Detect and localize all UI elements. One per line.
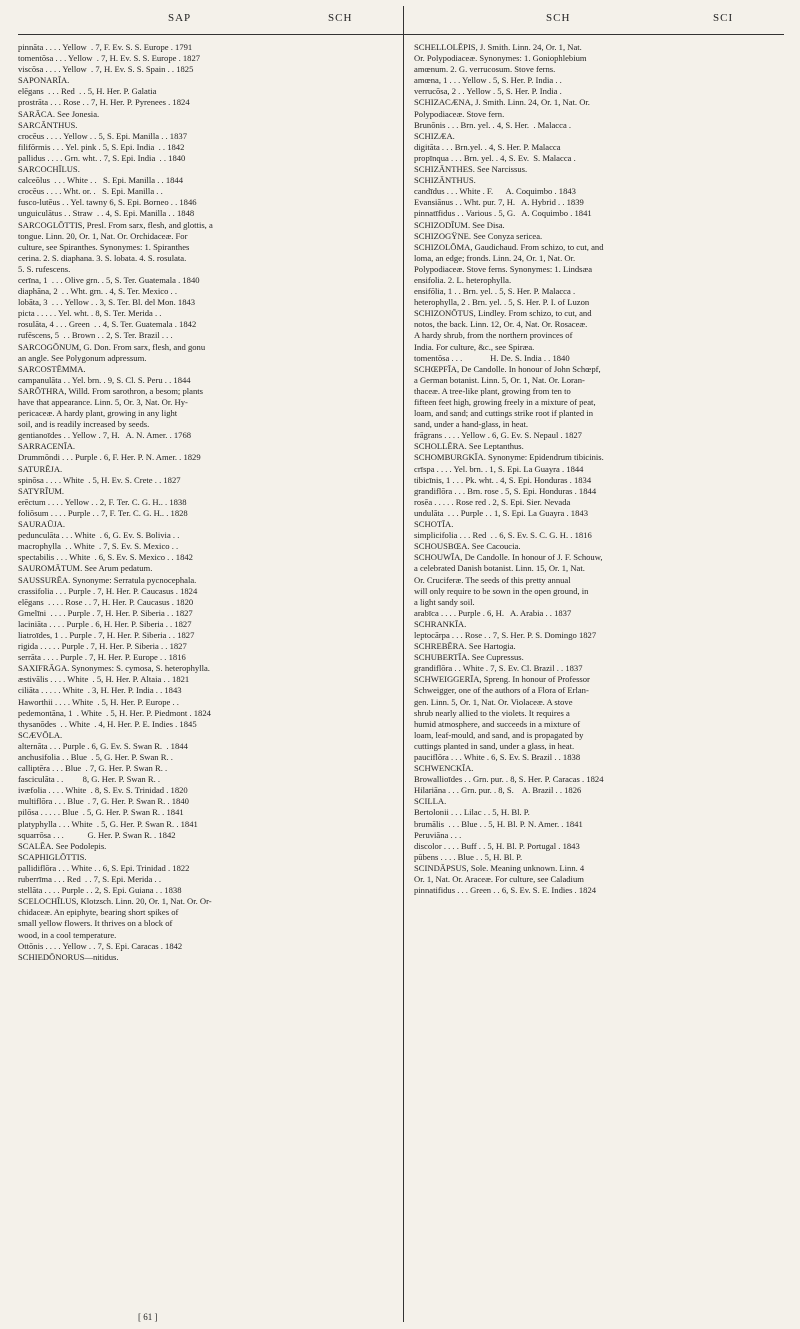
right-column-line: SCHIZONŌTUS, Lindley. From schizo, to cut, and <box>414 308 592 319</box>
right-column-line: Hilariāna . . . Grn. pur. . 8, S. A. Brazil . . 1826 <box>414 785 582 796</box>
left-column-line: culture, see Spiranthes. Synonymes: 1. Spiranthes <box>18 241 190 252</box>
right-column-line: Brunōnis . . . Brn. yel. . 4, S. Her. . Malacca . <box>414 119 572 130</box>
left-column-line: SCÆVŌLA. <box>18 729 63 740</box>
left-column-line: stellāta . . . . Purple . . 2, S. Epi. Guiana . . 1838 <box>18 885 182 896</box>
left-column-line: campanulāta . . Yel. brn. . 9, S. Cl. S. Peru . . 1844 <box>18 374 191 385</box>
left-column-line: tomentōsa . . . Yellow . 7, H. Ev. S. S. Europe . 1827 <box>18 53 201 64</box>
left-column-line: multiflōra . . . Blue . 7, G. Her. P. Swan R. . 1840 <box>18 796 189 807</box>
right-column-line: Polypodiaceæ. Stove ferns. Synonymes: 1. Lindsæa <box>414 263 593 274</box>
page-number: [ 61 ] <box>138 1312 158 1322</box>
left-column-line: lobāta, 3 . . . Yellow . . 3, S. Ter. Bl. del Mon. 1843 <box>18 297 196 308</box>
left-column-line: SARRACENĪA. <box>18 441 76 452</box>
left-column-line: ivæfolia . . . . White . 8, S. Ev. S. Trinidad . 1820 <box>18 785 188 796</box>
right-column-line: SCHIZOGŸNE. See Conyza sericea. <box>414 230 543 241</box>
left-column-line: SCAPHIGLŌTTIS. <box>18 851 87 862</box>
right-column-line: SCHWENCKĪA. <box>414 763 474 774</box>
right-column-line: tibicīnis, 1 . . . Pk. wht. . 4, S. Epi. Honduras . 1834 <box>414 474 592 485</box>
left-column-line: SAURAŪJA. <box>18 519 66 530</box>
right-column-line: SCHOLLĒRA. See Leptanthus. <box>414 441 524 452</box>
left-column-line: calceōlus . . . White . . S. Epi. Manilla . . 1844 <box>18 175 184 186</box>
right-column-line: Bertolonii . . . Lilac . . 5, H. Bl. P. <box>414 807 530 818</box>
left-column-line: SATURĒJA. <box>18 463 63 474</box>
right-column-line: SCHRANKĪA. <box>414 618 467 629</box>
left-column-line: Ottōnis . . . . Yellow . . 7, S. Epi. Caracas . 1842 <box>18 940 183 951</box>
right-column-line: amœna, 1 . . . Yellow . 5, S. Her. P. India . . <box>414 75 562 86</box>
right-column-line: SCHOUWĪA, De Candolle. In honour of J. F. Schouw, <box>414 552 603 563</box>
left-column-line: ciliāta . . . . . White . 3, H. Her. P. India . . 1843 <box>18 685 182 696</box>
left-column-line: æstivālis . . . . White . 5, H. Her. P. Altaia . . 1821 <box>18 674 190 685</box>
right-column-line: SCHIZOLŌMA, Gaudichaud. From schizo, to cut, and <box>414 241 604 252</box>
right-column-line: heterophylla, 2 . Brn. yel. . 5, S. Her. P. I. of Luzon <box>414 297 590 308</box>
left-column-line: chidaceæ. An epiphyte, bearing short spikes of <box>18 907 179 918</box>
left-column-line: crassifolia . . . Purple . 7, H. Her. P. Caucasus . 1824 <box>18 585 198 596</box>
right-column-line: SCHUBERTĪA. See Cupressus. <box>414 652 524 663</box>
right-column-line: rosēa . . . . . Rose red . 2, S. Epi. Sier. Nevada <box>414 496 571 507</box>
left-column-line: SCHIEDŌNORUS—nitidus. <box>18 951 119 962</box>
right-column-line: SCHIZACÆNA, J. Smith. Linn. 24, Or. 1, Nat. Or. <box>414 97 590 108</box>
left-column-line: fusco-lutēus . . Yel. tawny 6, S. Epi. Borneo . . 1846 <box>18 197 197 208</box>
right-column-line: tomentōsa . . . H. De. S. India . . 1840 <box>414 352 570 363</box>
left-column-line: elēgans . . . . Rose . . 7, H. Her. P. Caucasus . 1820 <box>18 596 194 607</box>
header-left-right: SCH <box>328 12 353 24</box>
right-column-line: arabīca . . . . Purple . 6, H. A. Arabia . . 1837 <box>414 607 572 618</box>
left-column-line: liatroīdes, 1 . . Purple . 7, H. Her. P. Siberia . . 1827 <box>18 629 195 640</box>
left-column-line: SARCOGLŌTTIS, Presl. From sarx, flesh, and glottis, a <box>18 219 213 230</box>
left-column-line: macrophylla . . White . 7, S. Ev. S. Mexico . . <box>18 541 179 552</box>
left-column-line: diaphāna, 2 . . Wht. grn. . 4, S. Ter. Mexico . . <box>18 286 177 297</box>
left-column-line: rosulāta, 4 . . . Green . . 4, S. Ter. Guatemala . 1842 <box>18 319 197 330</box>
left-column-line: pinnāta . . . . Yellow . 7, F. Ev. S. S. Europe . 1791 <box>18 42 193 52</box>
right-column-line: SCHREBĒRA. See Hartogia. <box>414 641 516 652</box>
dictionary-page <box>18 6 784 1322</box>
left-column-line: wood, in a cool temperature. <box>18 929 117 940</box>
right-column-line: pauciflōra . . . White . 6, S. Ev. S. Brazil . . 1838 <box>414 752 581 762</box>
left-column-line: alternāta . . . Purple . 6, G. Ev. S. Swan R. . 1844 <box>18 740 188 751</box>
right-column-line: propīnqua . . . Brn. yel. . 4, S. Ev. S. Malacca . <box>414 152 576 163</box>
left-column-line: have that appearance. Linn. 5, Or. 3, Nat. Or. Hy- <box>18 397 188 407</box>
left-column-line: SAUSSURĒA. Synonyme: Serratula pycnocephala. <box>18 574 197 585</box>
right-column-line: SCHELLOLĒPIS, J. Smith. Linn. 24, Or. 1, Nat. <box>414 42 582 52</box>
right-column-line: brumālis . . . Blue . . 5, H. Bl. P. N. Amer. . 1841 <box>414 818 583 829</box>
left-column-line: spectabilis . . . White . 6, S. Ev. S. Mexico . . 1842 <box>18 552 193 563</box>
right-column-line: candīdus . . . White . F. A. Coquimbo . 1843 <box>414 186 576 197</box>
left-column-line: SAPONARĪA. <box>18 75 70 86</box>
right-column-line: grandiflōra . . White . 7, S. Ev. Cl. Brazil . . 1837 <box>414 663 583 674</box>
right-column-line: verrucōsa, 2 . . Yellow . 5, S. Her. P. India . <box>414 86 562 97</box>
left-column <box>18 42 388 963</box>
right-column-line: India. For culture, &c., see Spiræa. <box>414 341 535 352</box>
right-column-line: Evansiānus . . Wht. pur. 7, H. A. Hybrid . . 1839 <box>414 197 584 208</box>
right-column-line: Or. Polypodiaceæ. Synonymes: 1. Goniophlebium <box>414 53 587 64</box>
left-column-line: thysanōdes . . White . 4, H. Her. P. E. Indies . 1845 <box>18 718 197 729</box>
right-column-line: a light sandy soil. <box>414 596 475 607</box>
right-column-line: gen. Linn. 5, Or. 1, Nat. Or. Violaceæ. A stove <box>414 696 573 707</box>
right-column-line: SCHWEIGGERĪA, Spreng. In honour of Professor <box>414 674 590 685</box>
right-column-line: pinnatifidus . . . Green . . 6, S. Ev. S. E. Indies . 1824 <box>414 885 597 896</box>
left-column-line: tongue. Linn. 20, Or. 1, Nat. Or. Orchidaceæ. For <box>18 230 188 241</box>
right-column-line: Peruviāna . . . <box>414 829 462 840</box>
right-column-line: loam, and sand; and cuttings strike root if planted in <box>414 408 594 419</box>
right-column-line: Polypodiaceæ. Stove fern. <box>414 108 505 119</box>
left-column-line: serrāta . . . . Purple . 7, H. Her. P. Europe . . 1816 <box>18 652 186 663</box>
left-column-line: spinōsa . . . . White . 5, H. Ev. S. Crete . . 1827 <box>18 474 181 485</box>
left-column-line: pallidiflōra . . . White . . 6, S. Epi. Trinidad . 1822 <box>18 862 190 873</box>
right-column-line: Schweigger, one of the authors of a Flora of Erlan- <box>414 685 589 696</box>
right-column-line: SCHIZÆA. <box>414 130 455 141</box>
left-column-line: small yellow flowers. It thrives on a block of <box>18 918 173 929</box>
right-column-line: Browallioīdes . . Grn. pur. . 8, S. Her. P. Caracas . 1824 <box>414 774 604 785</box>
left-column-line: pedemontāna, 1 . White . 5, H. Her. P. Piedmont . 1824 <box>18 707 211 718</box>
right-column-line: notos, the back. Linn. 12, Or. 4, Nat. Or. Rosaceæ. <box>414 319 588 330</box>
left-column-line: Drummōndi . . . Purple . 6, F. Her. P. N. Amer. . 1829 <box>18 452 201 463</box>
right-column-line: loma, an edge; fronds. Linn. 24, Or. 1, Nat. Or. <box>414 252 576 263</box>
left-column-line: picta . . . . . Yel. wht. . 8, S. Ter. Merida . . <box>18 308 162 319</box>
right-column-line: shrub nearly allied to the violets. It requires a <box>414 707 570 718</box>
left-column-line: viscōsa . . . . Yellow . 7, H. Ev. S. S. Spain . . 1825 <box>18 64 194 75</box>
right-column-line: a German botanist. Linn. 5, Or. 1, Nat. Or. Loran- <box>414 374 585 385</box>
right-column-line: loam, leaf-mould, and sand, and is propagated by <box>414 729 584 740</box>
right-column-line: SCHŒPFĪA, De Candolle. In honour of John Schœpf, <box>414 363 601 374</box>
left-column-line: crocēus . . . . Wht. or. . S. Epi. Manilla . . <box>18 186 163 197</box>
left-column-line: elēgans . . . Red . . 5, H. Her. P. Galatia <box>18 86 157 97</box>
right-column-line: undulāta . . . Purple . . 1, S. Epi. La Guayra . 1843 <box>414 507 588 518</box>
left-column-line: fasciculāta . . 8, G. Her. P. Swan R. . <box>18 774 161 785</box>
left-column-line: rigida . . . . . Purple . 7, H. Her. P. Siberia . . 1827 <box>18 641 187 652</box>
right-column-line: crīspa . . . . Yel. brn. . 1, S. Epi. La Guayra . 1844 <box>414 463 584 474</box>
right-column <box>414 42 784 896</box>
right-column-line: pinnatīfidus . . Various . 5, G. A. Coquimbo . 1841 <box>414 208 592 219</box>
page-header <box>18 6 784 35</box>
left-column-line: SARCĀNTHUS. <box>18 119 78 130</box>
left-column-line: SARCOSTĒMMA. <box>18 363 86 374</box>
left-column-line: SARCOCHĪLUS. <box>18 164 80 175</box>
left-column-line: soil, and is readily increased by seeds. <box>18 419 150 430</box>
left-column-line: erēctum . . . . Yellow . . 2, F. Ter. C. G. H.. . 1838 <box>18 496 187 507</box>
left-column-line: rufēscens, 5 . . Brown . . 2, S. Ter. Brazil . . . <box>18 330 173 341</box>
left-column-line: calliptēra . . . Blue . 7, G. Her. P. Swan R. . <box>18 763 168 774</box>
left-column-line: SATYRĪUM. <box>18 485 65 496</box>
right-column-line: thaceæ. A tree-like plant, growing from ten to <box>414 385 571 396</box>
left-column-line: filifōrmis . . . Yel. pink . 5, S. Epi. India . . 1842 <box>18 141 185 152</box>
right-column-line: Or. 1, Nat. Or. Araceæ. For culture, see Caladium <box>414 874 584 885</box>
right-column-line: SCHIZODĪUM. See Disa. <box>414 219 505 230</box>
left-column-line: platyphylla . . . White . 5, G. Her. P. Swan R. . 1841 <box>18 818 198 829</box>
left-column-line: gentianoīdes . . Yellow . 7, H. A. N. Amer. . 1768 <box>18 430 192 441</box>
right-column-line: will only require to be sown in the open ground, in <box>414 585 589 596</box>
header-right-left: SCH <box>546 12 571 24</box>
right-column-line: SCINDĀPSUS, Sole. Meaning unknown. Linn. 4 <box>414 862 585 873</box>
right-column-line: simplicifolia . . . Red . . 6, S. Ev. S. C. G. H. . 1816 <box>414 530 592 541</box>
left-column-line: unguiculātus . . Straw . . 4, S. Epi. Manilla . . 1848 <box>18 208 195 219</box>
right-column-line: SCILLA. <box>414 796 447 807</box>
left-column-line: pericaceæ. A hardy plant, growing in any light <box>18 408 178 419</box>
left-column-line: pilōsa . . . . . Blue . 5, G. Her. P. Swan R. . 1841 <box>18 807 184 818</box>
right-column-line: Or. Cruciferæ. The seeds of this pretty annual <box>414 574 571 585</box>
right-column-line: amœnum. 2. G. verrucosum. Stove ferns. <box>414 64 556 75</box>
right-column-line: ensifolia. 2. L. heterophylla. <box>414 274 512 285</box>
left-column-line: an angle. See Polygonum adpressum. <box>18 352 147 363</box>
left-column-line: SCALĒA. See Podolepis. <box>18 840 107 851</box>
left-column-line: foliōsum . . . . Purple . . 7, F. Ter. C. G. H.. . 1828 <box>18 507 188 518</box>
right-column-line: SCHOMBURGKĪA. Synonyme: Epidendrum tibicinis. <box>414 452 604 463</box>
right-column-line: SCHIZĀNTHUS. <box>414 175 476 186</box>
column-divider <box>403 6 404 1322</box>
right-column-line: leptocārpa . . . Rose . . 7, S. Her. P. S. Domingo 1827 <box>414 629 597 640</box>
right-column-line: grandiflōra . . . Brn. rose . 5, S. Epi. Honduras . 1844 <box>414 485 597 496</box>
left-column-line: pedunculāta . . . White . 6, G. Ev. S. Bolivia . . <box>18 530 180 541</box>
left-column-line: ruberrīma . . . Red . . 7, S. Epi. Merida . . <box>18 874 161 885</box>
right-column-line: sand, under a hand-glass, in heat. <box>414 419 529 430</box>
right-column-line: SCHOUSBŒA. See Cacoucia. <box>414 541 521 552</box>
header-right-right: SCI <box>713 12 734 24</box>
left-column-line: SCELOCHĪLUS, Klotzsch. Linn. 20, Or. 1, Nat. Or. Or- <box>18 896 212 907</box>
header-left-left: SAP <box>168 12 192 24</box>
right-column-line: humid atmosphere, and succeeds in a mixture of <box>414 718 581 729</box>
right-column-line: SCHOTĪA. <box>414 519 454 530</box>
right-column-line: frāgrans . . . . Yellow . 6, G. Ev. S. Nepaul . 1827 <box>414 430 582 441</box>
left-column-line: anchusifolia . . Blue . 5, G. Her. P. Swan R. . <box>18 752 173 762</box>
left-column-line: SARCOGŌNUM, G. Don. From sarx, flesh, and gonu <box>18 341 206 352</box>
right-column-line: A hardy shrub, from the northern provinces of <box>414 330 573 341</box>
left-column-line: laciniāta . . . . Purple . 6, H. Her. P. Siberia . . 1827 <box>18 618 192 629</box>
left-column-line: prostrāta . . . Rose . . 7, H. Her. P. Pyrenees . 1824 <box>18 97 190 108</box>
left-column-line: Gmelīni . . . . Purple . 7, H. Her. P. Siberia . . 1827 <box>18 607 193 618</box>
right-column-line: pūbens . . . . Blue . . 5, H. Bl. P. <box>414 851 523 862</box>
right-column-line: digitāta . . . Brn.yel. . 4, S. Her. P. Malacca <box>414 141 561 152</box>
right-column-line: a celebrated Danish botanist. Linn. 15, Or. 1, Nat. <box>414 563 585 574</box>
left-column-line: SARŌTHRA, Willd. From sarothron, a besom; plants <box>18 385 203 396</box>
right-column-line: discolor . . . . Buff . . 5, H. Bl. P. Portugal . 1843 <box>414 840 580 851</box>
right-column-line: fifteen feet high, growing freely in a mixture of peat, <box>414 397 596 407</box>
left-column-line: pallidus . . . . Grn. wht. . 7, S. Epi. India . . 1840 <box>18 152 186 163</box>
left-column-line: SAUROMĀTUM. See Arum pedatum. <box>18 563 153 574</box>
left-column-line: crocēus . . . . Yellow . . 5, S. Epi. Manilla . . 1837 <box>18 130 187 141</box>
left-column-line: 5. S. rufescens. <box>18 263 71 274</box>
left-column-line: SARĀCA. See Jonesia. <box>18 108 100 119</box>
left-column-line: cerina. 2. S. diaphana. 3. S. lobata. 4. S. rosulata. <box>18 252 187 263</box>
left-column-line: cerīna, 1 . . . Olive grn. . 5, S. Ter. Guatemala . 1840 <box>18 274 200 285</box>
left-column-line: Haworthii . . . . White . 5, H. Her. P. Europe . . <box>18 696 179 707</box>
right-column-line: cuttings planted in sand, under a glass, in heat. <box>414 740 575 751</box>
left-column-line: squarrōsa . . . G. Her. P. Swan R. . 1842 <box>18 829 176 840</box>
right-column-line: SCHIZĀNTHES. See Narcissus. <box>414 164 528 175</box>
left-column-line: SAXIFRĀGA. Synonymes: S. cymosa, S. heterophylla. <box>18 663 210 674</box>
right-column-line: ensifōlia, 1 . . Brn. yel. . 5, S. Her. P. Malacca . <box>414 286 576 297</box>
